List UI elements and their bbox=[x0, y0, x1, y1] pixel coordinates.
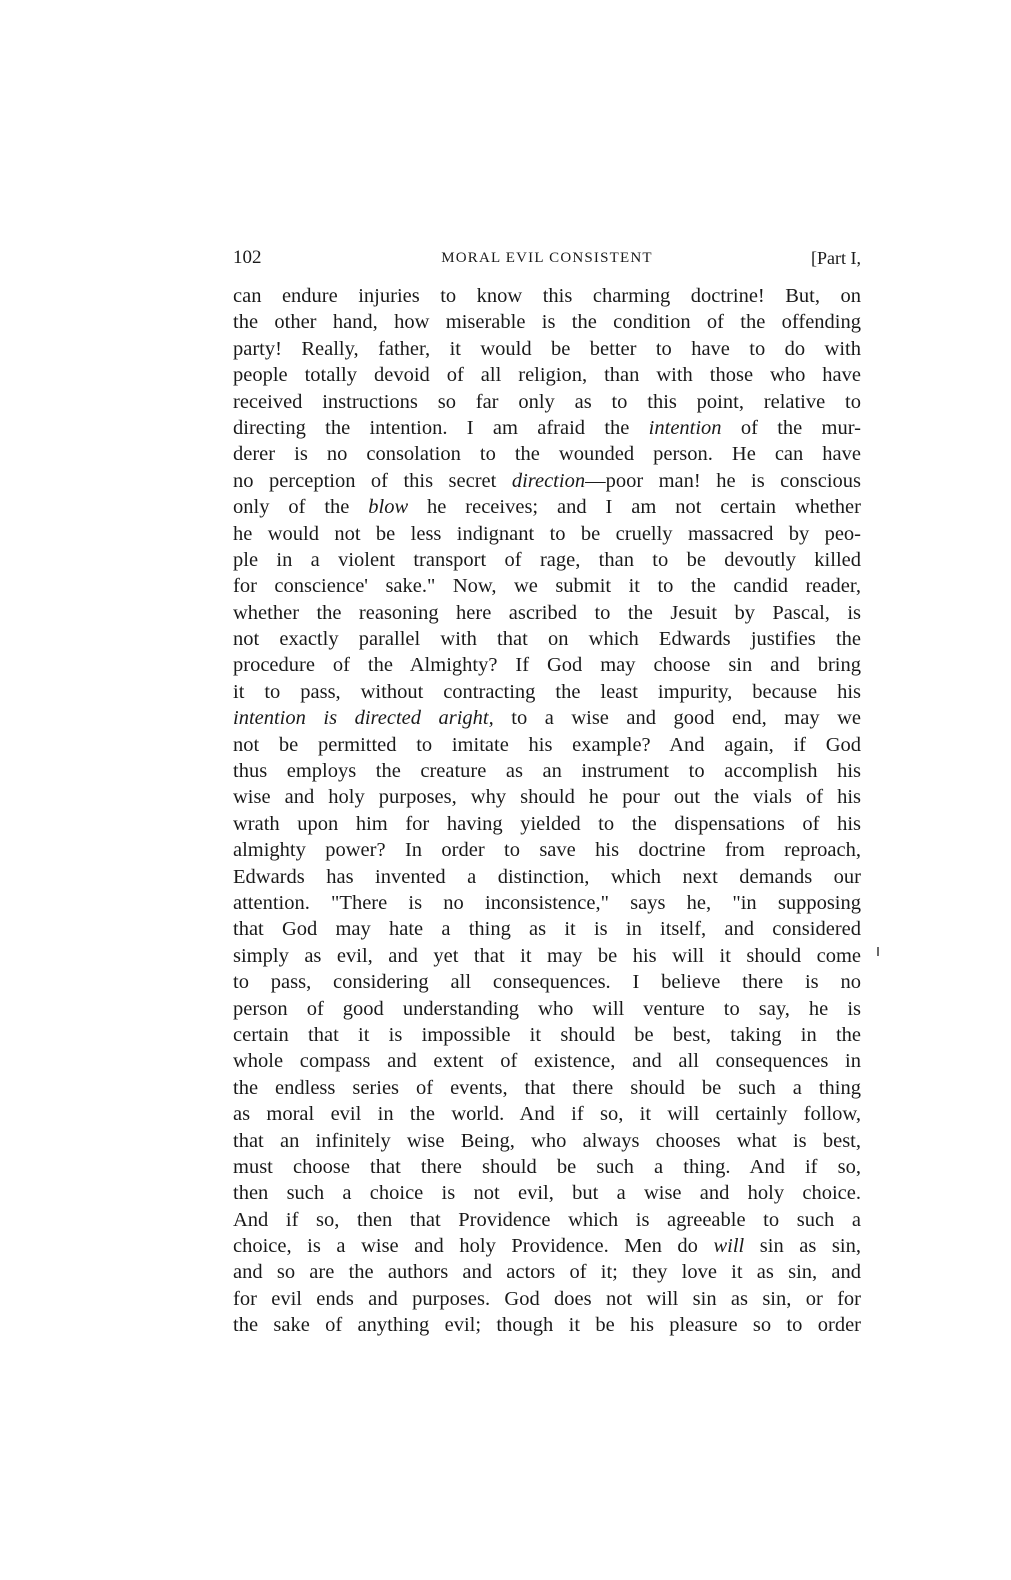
italic-text: blow bbox=[368, 496, 409, 519]
text-segment: it to pass, without contracting the least impurity, because his bbox=[233, 680, 861, 703]
body-text bbox=[233, 283, 861, 1339]
text-segment: as moral evil in the world. And if so, it will certainly follow, bbox=[233, 1103, 861, 1126]
text-segment: and so are the authors and actors of it; they love it as sin, and bbox=[233, 1261, 861, 1284]
text-line bbox=[233, 969, 861, 995]
text-line bbox=[233, 415, 861, 441]
page-number: 102 bbox=[233, 247, 262, 268]
text-segment: the other hand, how miserable is the condition of the offending bbox=[233, 311, 861, 334]
text-line bbox=[233, 626, 861, 652]
text-line bbox=[233, 1128, 861, 1154]
text-segment: simply as evil, and yet that it may be his will it should come bbox=[233, 944, 861, 967]
text-line bbox=[233, 309, 861, 335]
text-segment: And if so, then that Providence which is agreeable to such a bbox=[233, 1208, 861, 1231]
text-segment: whether the reasoning here ascribed to the Jesuit by Pascal, is bbox=[233, 601, 861, 624]
text-line bbox=[233, 1101, 861, 1127]
text-segment: thus employs the creature as an instrument to accomplish his bbox=[233, 760, 861, 783]
text-line bbox=[233, 362, 861, 388]
italic-text: direction bbox=[511, 469, 586, 492]
text-line bbox=[233, 837, 861, 863]
text-line bbox=[233, 547, 861, 573]
text-segment: ple in a violent transport of rage, than to be devoutly killed bbox=[233, 548, 861, 571]
text-line bbox=[233, 1154, 861, 1180]
text-segment: for evil ends and purposes. God does not will sin as sin, or for bbox=[233, 1287, 861, 1310]
text-segment: —poor man! he is conscious bbox=[585, 469, 861, 492]
text-line bbox=[233, 732, 861, 758]
text-segment: people totally devoid of all religion, than with those who have bbox=[233, 364, 861, 387]
text-segment: he receives; and I am not certain whether bbox=[408, 496, 861, 519]
text-line bbox=[233, 784, 861, 810]
text-line bbox=[233, 521, 861, 547]
text-segment: he would not be less indignant to be cruelly massacred by peo- bbox=[233, 522, 861, 545]
text-segment: for conscience' sake." Now, we submit it to the candid reader, bbox=[233, 575, 861, 598]
text-line bbox=[233, 890, 861, 916]
text-segment: not exactly parallel with that on which Edwards justifies the bbox=[233, 628, 861, 651]
text-line bbox=[233, 1180, 861, 1206]
text-segment: attention. "There is no inconsistence," says he, "in supposing bbox=[233, 891, 861, 914]
text-line bbox=[233, 468, 861, 494]
text-segment: of the mur- bbox=[721, 416, 861, 439]
text-line bbox=[233, 864, 861, 890]
text-line bbox=[233, 943, 861, 969]
text-line bbox=[233, 600, 861, 626]
text-segment: the endless series of events, that there should be such a thing bbox=[233, 1076, 861, 1099]
text-line bbox=[233, 1207, 861, 1233]
italic-text: will bbox=[713, 1235, 745, 1258]
text-segment: to a wise and good end, may we bbox=[493, 707, 861, 730]
text-segment: not be permitted to imitate his example? And again, if God bbox=[233, 733, 861, 756]
text-line bbox=[233, 573, 861, 599]
text-line bbox=[233, 1312, 861, 1338]
text-line bbox=[233, 336, 861, 362]
text-line bbox=[233, 811, 861, 837]
stray-print-mark bbox=[877, 947, 879, 956]
text-segment: wrath upon him for having yielded to the dispensations of his bbox=[233, 812, 861, 835]
text-segment: party! Really, father, it would be better to have to do with bbox=[233, 337, 861, 360]
text-segment: wise and holy purposes, why should he pour out the vials of his bbox=[233, 786, 861, 809]
text-segment: only of the bbox=[233, 496, 369, 519]
text-segment: received instructions so far only as to this point, relative to bbox=[233, 390, 861, 413]
italic-text: intention bbox=[648, 416, 722, 439]
text-line bbox=[233, 494, 861, 520]
text-segment: sin as sin, bbox=[744, 1235, 861, 1258]
text-line bbox=[233, 1233, 861, 1259]
text-line bbox=[233, 1259, 861, 1285]
text-line bbox=[233, 283, 861, 309]
text-line bbox=[233, 1286, 861, 1312]
text-segment: directing the intention. I am afraid the bbox=[233, 416, 649, 439]
text-segment: Edwards has invented a distinction, which next demands our bbox=[233, 865, 861, 888]
text-line bbox=[233, 652, 861, 678]
text-line bbox=[233, 1022, 861, 1048]
text-segment: can endure injuries to know this charming doctrine! But, on bbox=[233, 285, 861, 307]
text-line bbox=[233, 916, 861, 942]
text-segment: certain that it is impossible it should be best, taking in the bbox=[233, 1023, 861, 1046]
text-line bbox=[233, 441, 861, 467]
text-segment: procedure of the Almighty? If God may choose sin and bring bbox=[233, 654, 861, 677]
text-segment: that God may hate a thing as it is in itself, and considered bbox=[233, 918, 861, 941]
text-line bbox=[233, 996, 861, 1022]
running-title: MORAL EVIL CONSISTENT bbox=[441, 250, 653, 266]
text-segment: whole compass and extent of existence, and all consequences in bbox=[233, 1050, 861, 1073]
text-segment: to pass, considering all consequences. I believe there is no bbox=[233, 971, 861, 994]
text-segment: that an infinitely wise Being, who always chooses what is best, bbox=[233, 1129, 861, 1152]
text-segment: person of good understanding who will venture to say, he is bbox=[233, 997, 861, 1020]
text-line bbox=[233, 1048, 861, 1074]
text-line bbox=[233, 1075, 861, 1101]
text-segment: no perception of this secret bbox=[233, 469, 512, 492]
text-segment: choice, is a wise and holy Providence. Men do bbox=[233, 1235, 714, 1258]
text-segment: must choose that there should be such a thing. And if so, bbox=[233, 1155, 861, 1178]
text-line bbox=[233, 705, 861, 731]
part-label: [Part I, bbox=[811, 248, 861, 268]
text-segment: derer is no consolation to the wounded person. He can have bbox=[233, 443, 861, 466]
text-segment: then such a choice is not evil, but a wise and holy choice. bbox=[233, 1182, 861, 1205]
text-segment: almighty power? In order to save his doctrine from reproach, bbox=[233, 839, 861, 862]
text-line bbox=[233, 389, 861, 415]
page-header bbox=[233, 246, 861, 270]
italic-text: intention is directed aright, bbox=[233, 707, 494, 730]
text-segment: the sake of anything evil; though it be his pleasure so to order bbox=[233, 1314, 861, 1337]
text-line bbox=[233, 679, 861, 705]
text-line bbox=[233, 758, 861, 784]
